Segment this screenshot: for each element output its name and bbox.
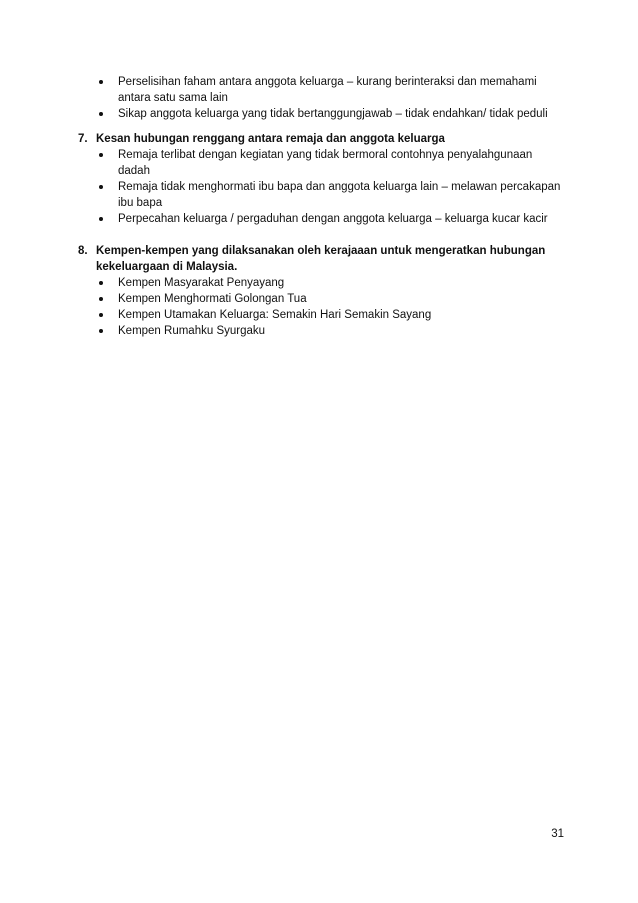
list-item-text: Remaja terlibat dengan kegiatan yang tidak bermoral contohnya penyalahgunaan dadah bbox=[118, 149, 533, 177]
list-item bbox=[96, 179, 566, 211]
section-number: 7. bbox=[78, 133, 88, 145]
section-heading-text: Kempen-kempen yang dilaksanakan oleh kerajaaan untuk mengeratkan hubungan kekeluargaan di Malaysia. bbox=[96, 245, 546, 273]
section-7-bullet-list bbox=[96, 147, 566, 227]
list-item-text: Kempen Masyarakat Penyayang bbox=[118, 277, 285, 289]
bullet-icon bbox=[96, 291, 118, 307]
list-item bbox=[96, 307, 566, 323]
section-number: 8. bbox=[78, 245, 88, 257]
section-8 bbox=[78, 243, 566, 339]
list-item-text: Remaja tidak menghormati ibu bapa dan anggota keluarga lain – melawan percakapan ibu bapa bbox=[118, 181, 561, 209]
bullet-icon bbox=[96, 106, 118, 122]
bullet-icon bbox=[96, 179, 118, 211]
list-item bbox=[96, 275, 566, 291]
list-item-text: Sikap anggota keluarga yang tidak bertanggungjawab – tidak endahkan/ tidak peduli bbox=[118, 108, 548, 120]
bullet-icon bbox=[96, 307, 118, 323]
list-item-text: Perpecahan keluarga / pergaduhan dengan anggota keluarga – keluarga kucar kacir bbox=[118, 213, 548, 225]
bullet-icon bbox=[96, 211, 118, 227]
section-7 bbox=[78, 131, 566, 227]
list-item-text: Kempen Utamakan Keluarga: Semakin Hari Semakin Sayang bbox=[118, 309, 432, 321]
list-item-text: Perselisihan faham antara anggota keluarga – kurang berinteraksi dan memahami antara satu sama lain bbox=[118, 76, 537, 104]
list-item-text: Kempen Rumahku Syurgaku bbox=[118, 325, 266, 337]
list-item bbox=[96, 291, 566, 307]
section-heading-text: Kesan hubungan renggang antara remaja dan anggota keluarga bbox=[96, 133, 445, 145]
continued-bullet-list bbox=[96, 74, 566, 122]
bullet-icon bbox=[96, 323, 118, 339]
section-heading bbox=[78, 243, 566, 275]
section-8-bullet-list bbox=[96, 275, 566, 339]
bullet-icon bbox=[96, 74, 118, 106]
list-item bbox=[96, 74, 566, 106]
list-item-text: Kempen Menghormati Golongan Tua bbox=[118, 293, 307, 305]
page-number: 31 bbox=[551, 828, 564, 840]
section-heading bbox=[78, 131, 566, 147]
list-item bbox=[96, 323, 566, 339]
list-item bbox=[96, 211, 566, 227]
bullet-icon bbox=[96, 147, 118, 179]
bullet-icon bbox=[96, 275, 118, 291]
list-item bbox=[96, 106, 566, 122]
list-item bbox=[96, 147, 566, 179]
